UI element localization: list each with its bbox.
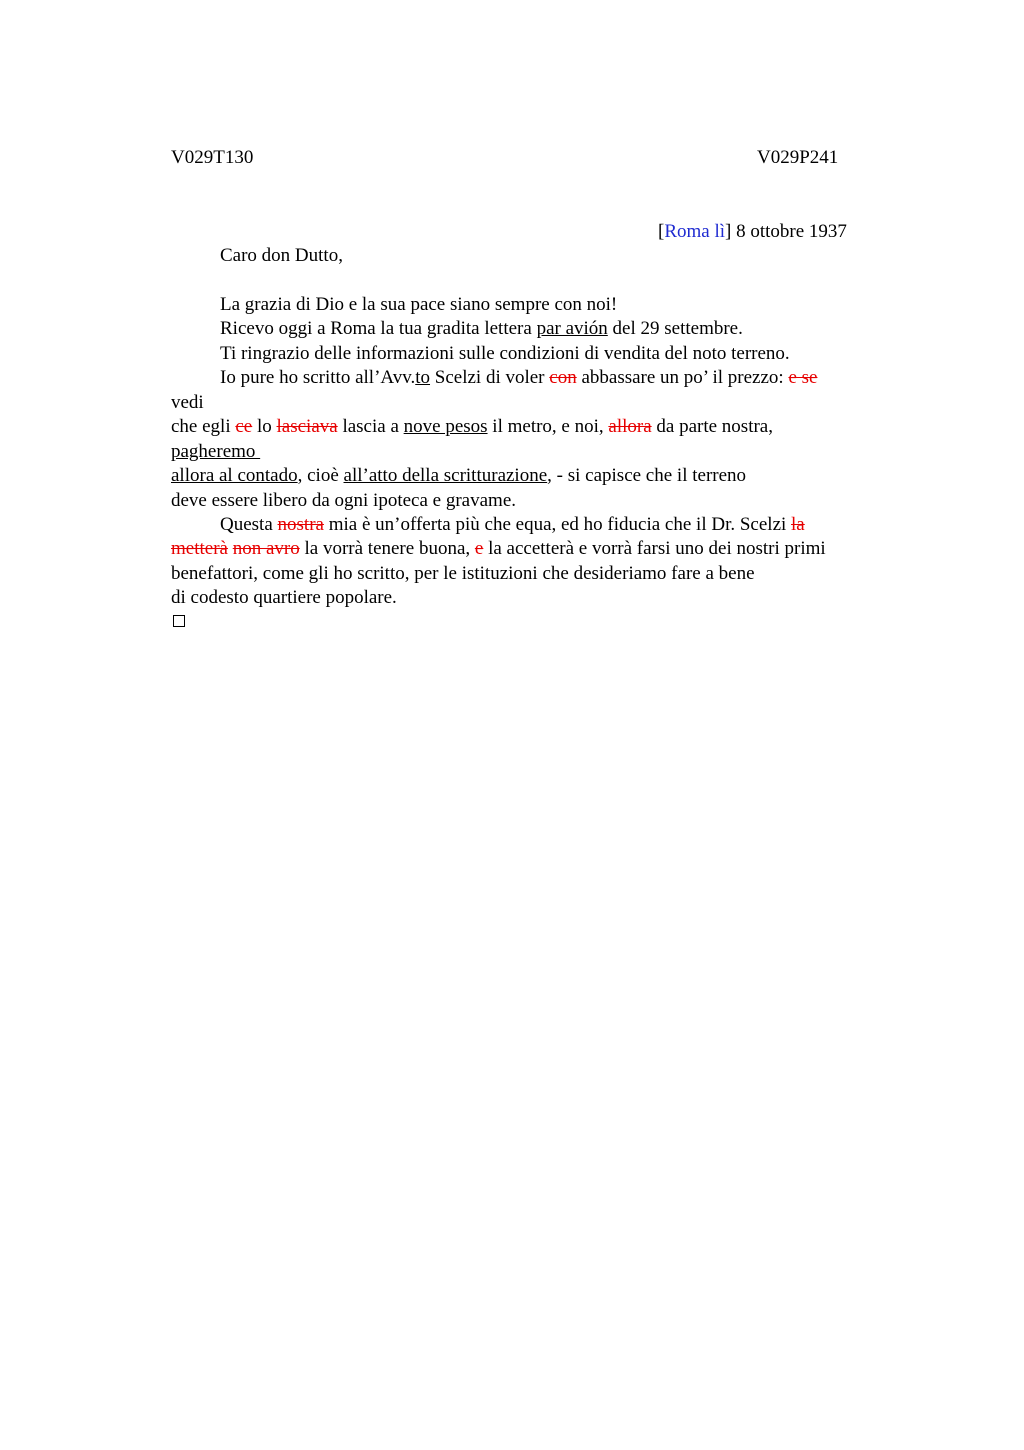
text-line-7: [171, 440, 260, 464]
bracket-close: ]: [725, 221, 732, 242]
deleted-text: ce: [235, 416, 253, 437]
underlined-text: pagheremo: [171, 441, 261, 462]
deleted-text: non avro: [232, 538, 300, 559]
place-name: Roma lì: [664, 221, 726, 242]
text-line-9: deve essere libero da ogni ipoteca e gravame.: [171, 490, 517, 511]
dateline: [658, 220, 847, 244]
document-code-right: V029P241: [757, 147, 839, 168]
text-line-12: benefattori, come gli ho scritto, per le istituzioni che desideriamo fare a bene: [171, 563, 755, 584]
underlined-text: par avión: [536, 318, 608, 339]
deleted-text: allora: [608, 416, 652, 437]
underlined-text: to: [415, 367, 431, 388]
text-line-10: Questa nostra mia è un’offerta più che equa, ed ho fiducia che il Dr. Scelzi la: [220, 514, 805, 535]
underlined-text: nove pesos: [403, 416, 488, 437]
text-line-4: Io pure ho scritto all’Avv.to Scelzi di voler con abbassare un po’ il prezzo: e se: [220, 367, 818, 388]
deleted-text: metterà: [171, 538, 228, 559]
deleted-text: nostra: [277, 514, 324, 535]
deleted-text: e se: [788, 367, 818, 388]
salutation: Caro don Dutto,: [220, 245, 343, 266]
deleted-text: con: [549, 367, 577, 388]
letter-date: 8 ottobre 1937: [731, 221, 847, 242]
deleted-text: e: [474, 538, 484, 559]
text-line-5: vedi: [171, 392, 204, 413]
deleted-text: la: [791, 514, 805, 535]
deleted-text: lasciava: [276, 416, 338, 437]
text-line-3: Ti ringrazio delle informazioni sulle condizioni di vendita del noto terreno.: [220, 343, 790, 364]
text-line-11: metterà non avro la vorrà tenere buona, e la accetterà e vorrà farsi uno dei nostri primi: [171, 538, 826, 559]
text-line-8: allora al contado, cioè all’atto della scritturazione, - si capisce che il terreno: [171, 465, 747, 486]
text-line-6: che egli ce lo lasciava lascia a nove pesos il metro, e noi, allora da parte nostra,: [171, 416, 773, 437]
end-of-document-square-icon: [173, 615, 185, 627]
document-code-left: V029T130: [171, 147, 254, 168]
text-line-13: di codesto quartiere popolare.: [171, 587, 397, 608]
text-line-1: La grazia di Dio e la sua pace siano sempre con noi!: [220, 294, 618, 315]
bracket-open: [: [658, 221, 665, 242]
text-line-2: Ricevo oggi a Roma la tua gradita lettera par avión del 29 settembre.: [220, 318, 743, 339]
underlined-text: all’atto della scritturazione: [343, 465, 548, 486]
underlined-text: allora al contado: [171, 465, 298, 486]
